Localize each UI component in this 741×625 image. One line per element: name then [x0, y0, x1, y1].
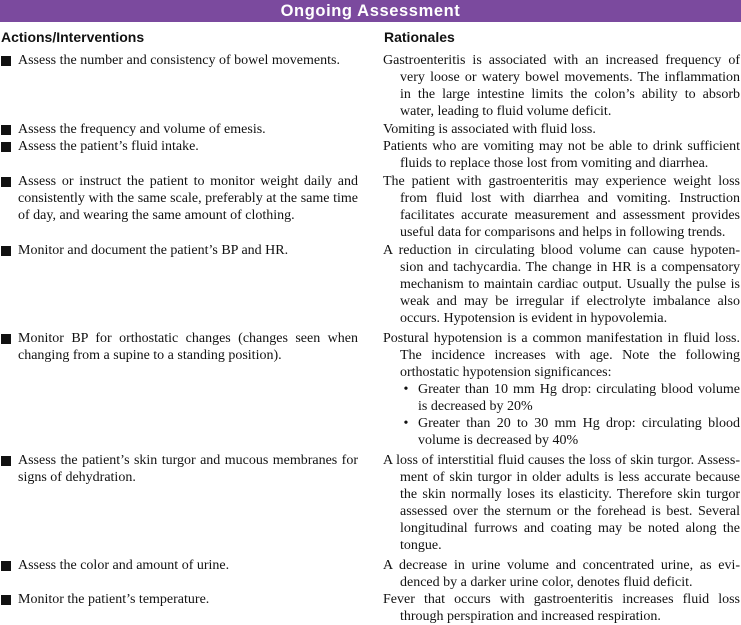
rationale-text: A reduction in circulating blood volume can cause hypoten-sion and tachycardia. The change in HR is a compensatory mechanism to maintain cardiac output. Usually the pulse is weak and may be irregular if electrolyte imbalance also occurs. Hypotension is evident in hypovolemia.: [383, 243, 740, 326]
action-text: Monitor the patient’s temperature.: [18, 592, 210, 607]
action-cell: [0, 330, 358, 364]
action-cell: [0, 52, 358, 69]
actions-column-header: Actions/Interventions: [1, 29, 145, 45]
rationale-cell: [383, 330, 740, 449]
action-text: Assess the frequency and volume of emesis.: [18, 122, 266, 137]
rationale-text: Gastroenteritis is associated with an increased frequency of very loose or watery bowel movements. The inflammation in the large intestine limits the colon’s ability to absorb water, leading to fluid volume deficit.: [383, 53, 740, 119]
rationale-text: Fever that occurs with gastroenteritis increases fluid loss through perspiration and increased respiration.: [383, 592, 740, 624]
square-bullet-icon: [1, 246, 11, 256]
significance-list: [400, 381, 740, 449]
square-bullet-icon: [1, 595, 11, 605]
rationales-column-header: Rationales: [384, 29, 455, 45]
list-item-text: Greater than 20 to 30 mm Hg drop: circulating blood volume is decreased by 40%: [418, 416, 740, 448]
action-cell: [0, 242, 358, 259]
square-bullet-icon: [1, 142, 11, 152]
list-item: [400, 381, 740, 415]
rationale-text: Postural hypotension is a common manifestation in fluid loss. The incidence increases with age. Note the following orthostatic hypotension significances:: [383, 331, 740, 380]
square-bullet-icon: [1, 56, 11, 66]
list-item-text: Greater than 10 mm Hg drop: circulating blood volume is decreased by 20%: [418, 382, 740, 414]
action-text: Assess the patient’s skin turgor and mucous membranes for signs of dehydration.: [18, 453, 358, 485]
action-cell: [0, 138, 358, 155]
square-bullet-icon: [1, 561, 11, 571]
action-cell: [0, 591, 358, 608]
square-bullet-icon: [1, 177, 11, 187]
rationale-text: The patient with gastroenteritis may experience weight loss from fluid lost with diarrhea and vomiting. Instruction facilitates accurate measurement and assessment provides useful data for comparisons and helps in following trends.: [383, 174, 740, 240]
section-banner: Ongoing Assessment: [0, 0, 741, 22]
bullet-dot-icon: •: [403, 416, 409, 431]
square-bullet-icon: [1, 125, 11, 135]
rationale-text: A decrease in urine volume and concentrated urine, as evi-denced by a darker urine color, denotes fluid deficit.: [383, 558, 740, 590]
action-text: Assess the color and amount of urine.: [18, 558, 230, 573]
action-text: Assess or instruct the patient to monitor weight daily and consistently with the same scale, preferably at the same time of day, and wearing the same amount of clothing.: [18, 174, 358, 223]
action-text: Assess the patient’s fluid intake.: [18, 139, 199, 154]
action-cell: [0, 557, 358, 574]
rationale-text: A loss of interstitial fluid causes the loss of skin turgor. Assess-ment of skin turgor in older adults is less accurate because the skin normally loses its elasticity. Therefore skin turgor assessed over the sternum or the forehead is best. Several longitudinal furrows and coating may be noted along the tongue.: [383, 453, 740, 553]
action-text: Monitor and document the patient’s BP and HR.: [18, 243, 289, 258]
action-cell: [0, 452, 358, 486]
action-text: Monitor BP for orthostatic changes (changes seen when changing from a supine to a standing position).: [18, 331, 358, 363]
list-item: [400, 415, 740, 449]
action-text: Assess the number and consistency of bowel movements.: [18, 53, 340, 68]
square-bullet-icon: [1, 334, 11, 344]
square-bullet-icon: [1, 456, 11, 466]
action-cell: [0, 121, 358, 138]
rationale-text: Vomiting is associated with fluid loss.: [383, 122, 596, 137]
action-cell: [0, 173, 358, 224]
rationale-text: Patients who are vomiting may not be able to drink sufficient fluids to replace those lost from vomiting and diarrhea.: [383, 139, 740, 171]
bullet-dot-icon: •: [403, 382, 409, 397]
